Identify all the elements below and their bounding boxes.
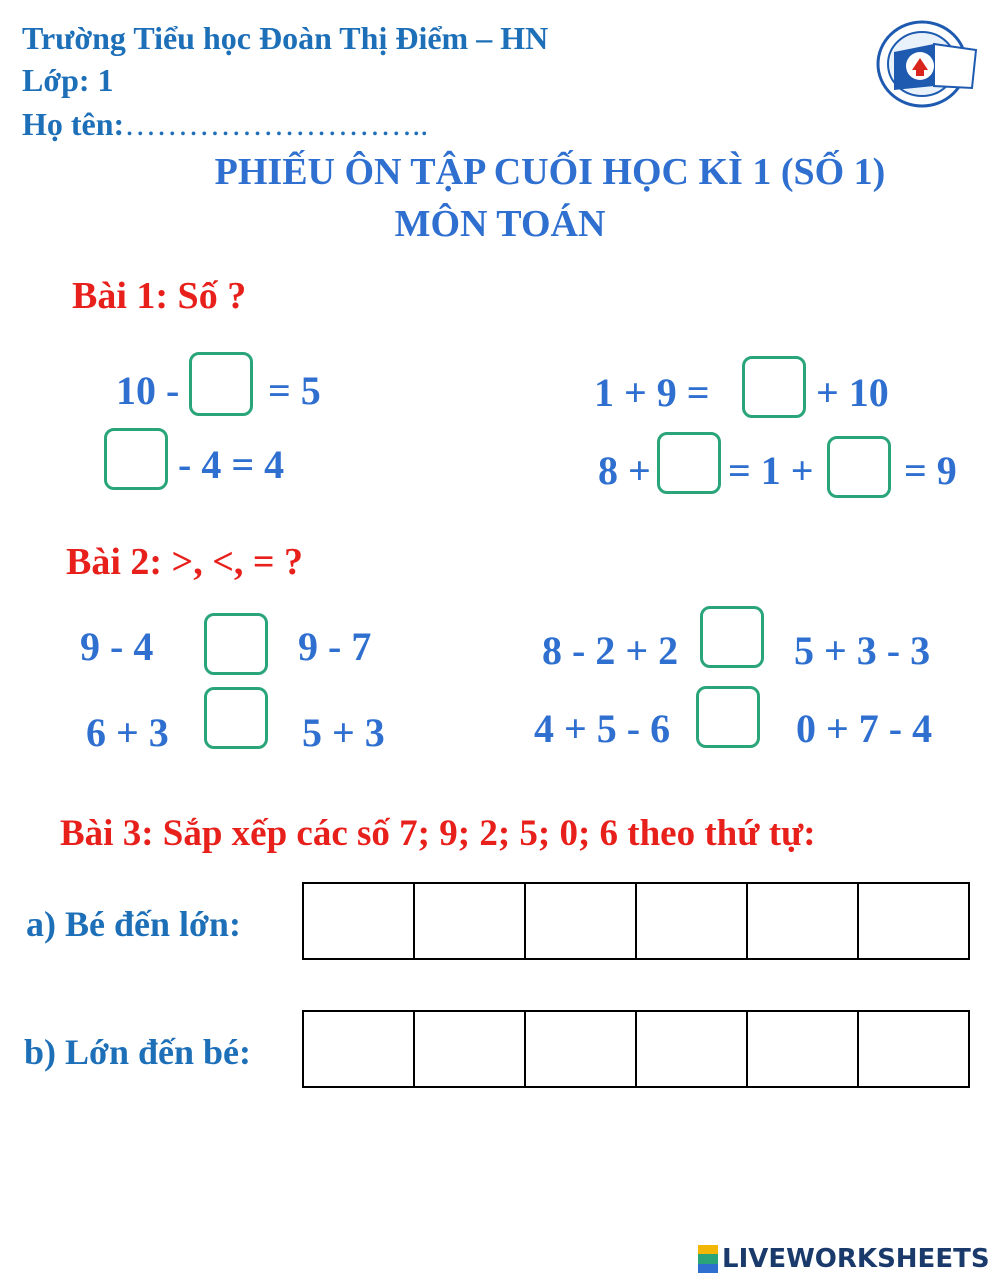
- answer-cell[interactable]: [304, 882, 415, 960]
- ex1-r1-right-a: 1 + 9 =: [594, 370, 710, 415]
- liveworksheets-logo-icon: [698, 1245, 718, 1273]
- name-field[interactable]: [22, 104, 428, 144]
- descending-label: b) Lớn đến bé:: [24, 1032, 251, 1072]
- answer-cell[interactable]: [637, 882, 748, 960]
- exercise-2-heading: Bài 2: >, <, = ?: [66, 541, 304, 583]
- ex2-r1-left-b: 9 - 7: [298, 624, 372, 669]
- answer-cell[interactable]: [748, 1010, 859, 1088]
- answer-cell[interactable]: [526, 882, 637, 960]
- ex1-r1-left-b: = 5: [268, 368, 321, 413]
- exercise-1-heading: Bài 1: Số ?: [72, 275, 247, 317]
- name-dots: ………………………..: [124, 106, 429, 142]
- answer-box[interactable]: [742, 356, 806, 418]
- worksheet-title: PHIẾU ÔN TẬP CUỐI HỌC KÌ 1 (SỐ 1): [214, 151, 886, 193]
- exercise-3-heading: Bài 3: Sắp xếp các số 7; 9; 2; 5; 0; 6 theo thứ tự:: [60, 813, 816, 854]
- descending-row: [302, 1010, 970, 1088]
- liveworksheets-text: LIVEWORKSHEETS: [722, 1244, 990, 1274]
- answer-box[interactable]: [827, 436, 891, 498]
- answer-cell[interactable]: [415, 1010, 526, 1088]
- answer-box[interactable]: [204, 687, 268, 749]
- answer-box[interactable]: [104, 428, 168, 490]
- answer-box[interactable]: [700, 606, 764, 668]
- answer-box[interactable]: [696, 686, 760, 748]
- name-label: Họ tên:: [22, 106, 125, 142]
- answer-cell[interactable]: [637, 1010, 748, 1088]
- answer-cell[interactable]: [859, 1010, 970, 1088]
- answer-cell[interactable]: [748, 882, 859, 960]
- subject-title: MÔN TOÁN: [394, 203, 606, 245]
- ex2-r2-left-b: 5 + 3: [302, 710, 385, 755]
- ascending-label: a) Bé đến lớn:: [26, 904, 241, 944]
- ex2-r1-right-a: 8 - 2 + 2: [542, 628, 679, 673]
- ex1-r2-right-a: 8 +: [598, 448, 651, 493]
- ex2-r2-left-a: 6 + 3: [86, 710, 169, 755]
- class-label: Lớp: 1: [22, 62, 114, 98]
- ex1-r2-right-c: = 9: [904, 448, 957, 493]
- ex2-r2-right-b: 0 + 7 - 4: [796, 706, 933, 751]
- ex1-r2-left-b: - 4 = 4: [178, 442, 285, 487]
- answer-cell[interactable]: [526, 1010, 637, 1088]
- answer-box[interactable]: [189, 352, 253, 416]
- answer-box[interactable]: [204, 613, 268, 675]
- ex1-r1-right-b: + 10: [816, 370, 889, 415]
- answer-cell[interactable]: [859, 882, 970, 960]
- ex2-r2-right-a: 4 + 5 - 6: [534, 706, 671, 751]
- ex2-r1-left-a: 9 - 4: [80, 624, 154, 669]
- ex1-r2-right-b: = 1 +: [728, 448, 814, 493]
- ex2-r1-right-b: 5 + 3 - 3: [794, 628, 931, 673]
- school-logo: [872, 14, 982, 110]
- answer-box[interactable]: [657, 432, 721, 494]
- ascending-row: [302, 882, 970, 960]
- answer-cell[interactable]: [304, 1010, 415, 1088]
- liveworksheets-brand: [698, 1244, 990, 1274]
- school-name: Trường Tiểu học Đoàn Thị Điểm – HN: [22, 20, 549, 56]
- ex1-r1-left-a: 10 -: [116, 368, 180, 413]
- answer-cell[interactable]: [415, 882, 526, 960]
